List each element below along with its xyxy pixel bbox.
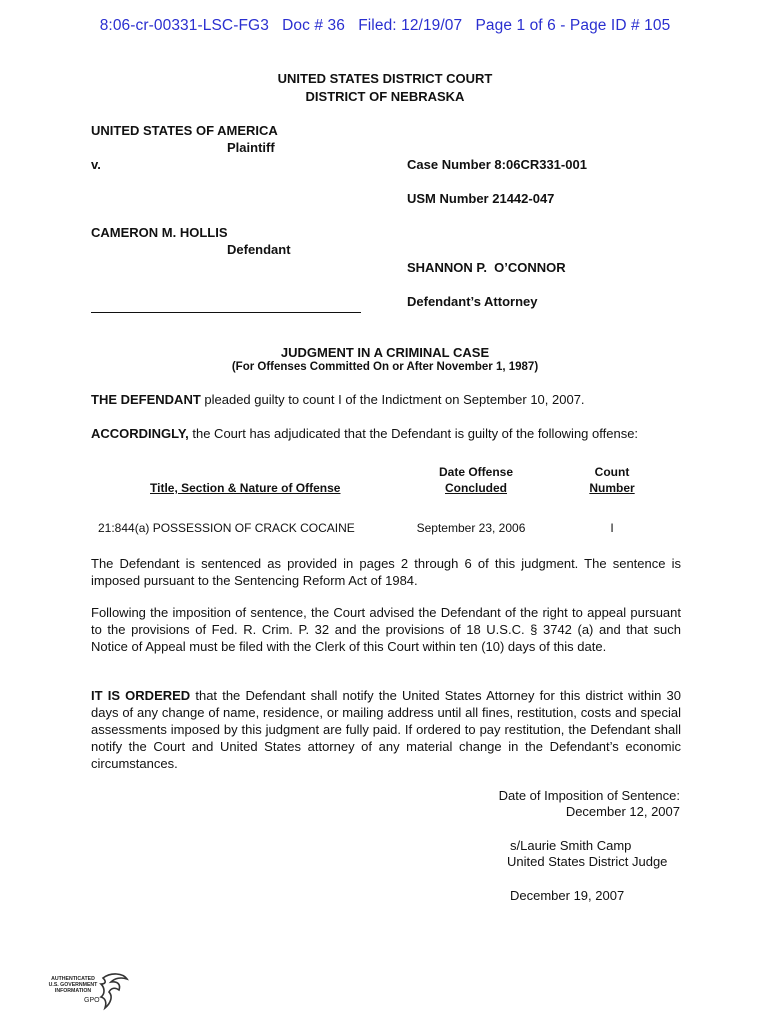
gpo-line-3: INFORMATION (54, 988, 92, 994)
ordered-lead: IT IS ORDERED (91, 688, 191, 703)
sentence-date-value: December 12, 2007 (565, 804, 680, 819)
col-header-title: Title, Section & Nature of Offense (150, 481, 341, 495)
sentence-date-label: Date of Imposition of Sentence: (498, 788, 680, 803)
gpo-line-2: U.S. GOVERNMENT (48, 982, 98, 988)
court-district: DISTRICT OF NEBRASKA (305, 89, 465, 104)
judge-title: United States District Judge (507, 854, 668, 869)
versus: v. (91, 157, 101, 172)
gpo-mark: GPO (84, 997, 100, 1004)
col-header-count-line1: Count (594, 465, 630, 479)
defendant-role: Defendant (227, 242, 291, 257)
col-header-count-line2: Number (589, 481, 635, 495)
plaintiff-name: UNITED STATES OF AMERICA (91, 123, 278, 138)
eagle-icon (97, 970, 132, 1015)
ordered-paragraph (91, 687, 681, 772)
plea-statement (91, 391, 691, 408)
judgment-title: JUDGMENT IN A CRIMINAL CASE (280, 345, 490, 360)
signature-date: December 19, 2007 (510, 888, 625, 903)
filing-header: 8:06-cr-00331-LSC-FG3 Doc # 36 Filed: 12/19/07 Page 1 of 6 - Page ID # 105 (99, 17, 671, 34)
appeal-paragraph: Following the imposition of sentence, the Court advised the Defendant of the right to appeal pursuant to the provisions of Fed. R. Crim. P. 32 and the provisions of 18 U.S.C. § 3742 (a) and that such Notice of Appeal must be filed with the Clerk of this Court within ten (10) days of this date. (91, 605, 681, 654)
offense-count-cell: I (610, 521, 614, 535)
court-name: UNITED STATES DISTRICT COURT (277, 71, 493, 86)
plaintiff-role: Plaintiff (227, 140, 275, 155)
defendant-name: CAMERON M. HOLLIS (91, 225, 228, 240)
col-header-date-line1: Date Offense (438, 465, 514, 479)
col-header-date-line2: Concluded (445, 481, 507, 495)
accordingly-text: the Court has adjudicated that the Defendant is guilty of the following offense: (188, 426, 639, 441)
offense-title-cell: 21:844(a) POSSESSION OF CRACK COCAINE (98, 521, 355, 535)
judge-signature: s/Laurie Smith Camp (510, 838, 632, 853)
gpo-line-1: AUTHENTICATED (51, 976, 95, 982)
accordingly-statement (91, 425, 691, 442)
gpo-authentication-seal-icon (42, 970, 132, 1015)
attorney-role: Defendant’s Attorney (407, 294, 538, 309)
ordered-text: that the Defendant shall notify the United States Attorney for this district within 30 days of any change of name, residence, or mailing address until all fines, restitution, costs and special assessments imposed by this judgment are fully paid. If ordered to pay restitution, the Defendant shall notify the Court and United States attorney of any material change in the Defendant’s economic circumstances. (91, 688, 681, 771)
plea-lead: THE DEFENDANT (91, 392, 201, 407)
offense-date-cell: September 23, 2006 (416, 521, 526, 535)
case-number: Case Number 8:06CR331-001 (407, 157, 587, 172)
usm-number: USM Number 21442-047 (407, 191, 555, 206)
plea-text: pleaded guilty to count I of the Indictment on September 10, 2007. (200, 392, 585, 407)
judgment-subtitle: (For Offenses Committed On or After November 1, 1987) (231, 361, 539, 373)
accordingly-lead: ACCORDINGLY, (91, 426, 189, 441)
sentenced-paragraph: The Defendant is sentenced as provided in pages 2 through 6 of this judgment. The sentence is imposed pursuant to the Sentencing Reform Act of 1984. (91, 556, 681, 588)
attorney-name: SHANNON P. O’CONNOR (407, 260, 566, 275)
caption-separator (91, 312, 361, 313)
